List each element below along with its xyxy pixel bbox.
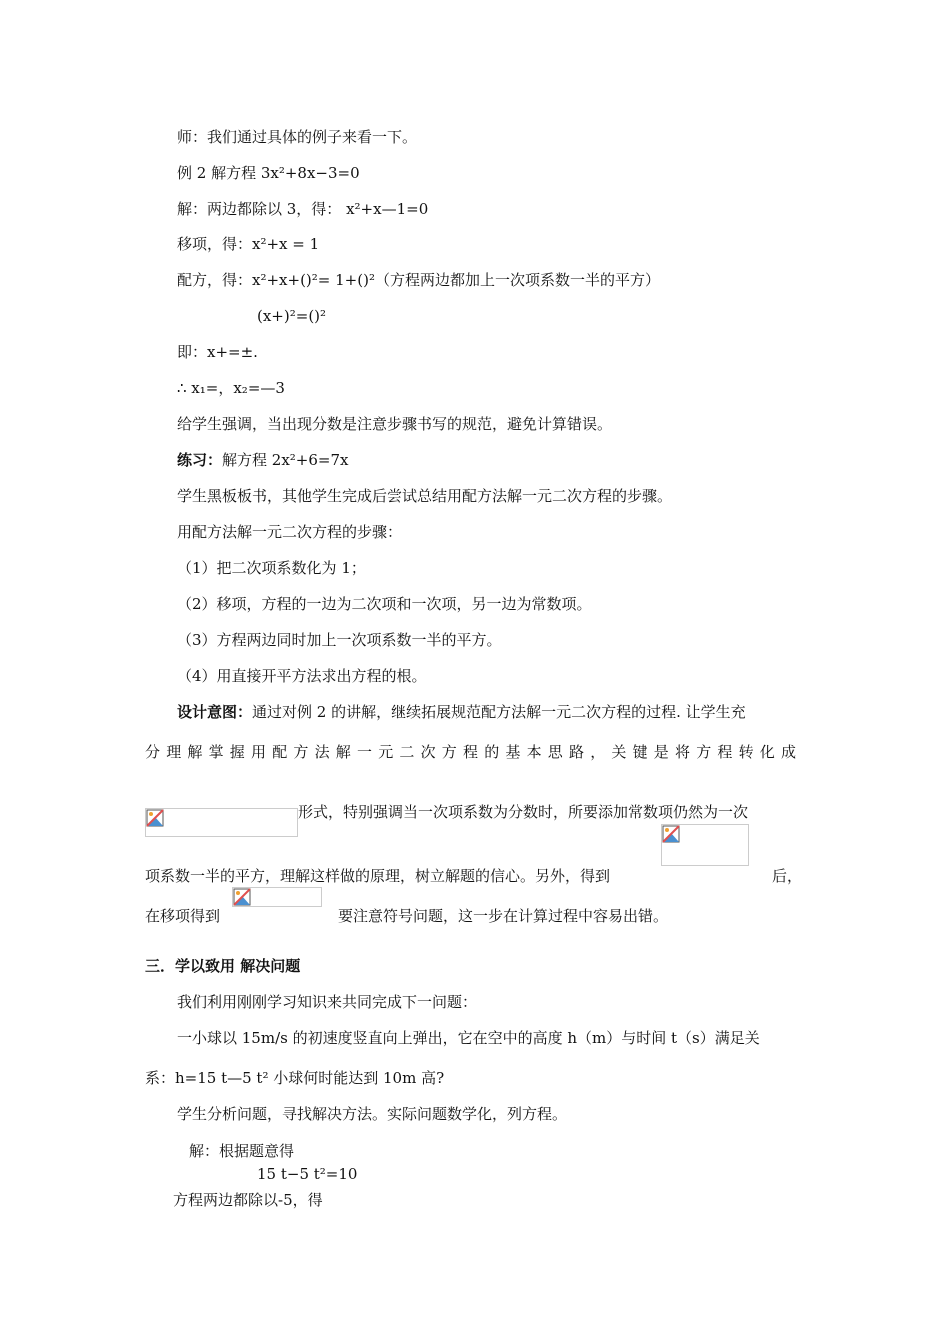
design-text: 项系数一半的平方，理解这样做的原理，树立解题的信心。另外，得到 [145, 867, 611, 885]
design-text: 要注意符号问题，这一步在计算过程中容易出错。 [338, 907, 669, 925]
problem-text: 系：h=15 t—5 t² 小球何时能达到 10m 高? [145, 1069, 445, 1087]
text-line: 我们利用刚刚学习知识来共同完成下一问题： [177, 993, 478, 1011]
step-item: （2）移项，方程的一边为二次项和一次项，另一边为常数项。 [177, 595, 592, 613]
solution-step: (x+)²=()² [257, 307, 327, 325]
design-label: 设计意图： [177, 703, 253, 721]
design-text: 分理解掌握用配方法解一元二次方程的基本思路，关键是将方程转化成 [145, 743, 803, 761]
practice-text: 解方程 2x²+6=7x [222, 451, 349, 469]
step-item: （3）方程两边同时加上一次项系数一半的平方。 [177, 631, 502, 649]
broken-image-icon [146, 809, 164, 827]
broken-image [145, 808, 298, 837]
solution-step: 配方，得：x²+x+()²= 1+()²（方程两边都加上一次项系数一半的平方） [177, 271, 660, 289]
practice-label: 练习： [177, 451, 223, 469]
solution-step: ∴ x₁=，x₂=—3 [177, 379, 285, 397]
broken-image [232, 887, 322, 907]
example-2: 例 2 解方程 3x²+8x−3=0 [177, 164, 360, 182]
design-text: 形式，特别强调当一次项系数为分数时，所要添加常数项仍然为一次 [298, 803, 749, 821]
text-line: 用配方法解一元二次方程的步骤： [177, 523, 403, 541]
text-line: 学生分析问题，寻找解决方法。实际问题数学化，列方程。 [177, 1105, 568, 1123]
design-intent [177, 702, 746, 722]
text-line: 学生黑板板书，其他学生完成后尝试总结用配方法解一元二次方程的步骤。 [177, 487, 673, 505]
step-item: （1）把二次项系数化为 1； [177, 559, 366, 577]
design-text: 在移项得到 [145, 907, 221, 925]
broken-image-icon [233, 888, 251, 906]
section-heading: 三．学以致用 解决问题 [145, 957, 301, 975]
solution-step: 解：根据题意得 [189, 1142, 295, 1160]
step-item: （4）用直接开平方法求出方程的根。 [177, 667, 427, 685]
design-text: 后， [772, 867, 803, 885]
solution-step: 即：x+=±. [177, 343, 258, 361]
solution-step: 解：两边都除以 3，得： x²+x—1=0 [177, 200, 429, 218]
solution-step: 移项，得：x²+x = 1 [177, 235, 320, 253]
broken-image [661, 824, 749, 866]
equation: 15 t−5 t²=10 [257, 1165, 358, 1183]
text-line: 师：我们通过具体的例子来看一下。 [177, 128, 418, 146]
design-text: 通过对例 2 的讲解，继续拓展规范配方法解一元二次方程的过程. 让学生充 [252, 703, 746, 721]
text-line: 给学生强调，当出现分数是注意步骤书写的规范，避免计算错误。 [177, 415, 613, 433]
solution-step: 方程两边都除以-5，得 [173, 1191, 323, 1209]
practice [177, 450, 348, 470]
problem-text: 一小球以 15m/s 的初速度竖直向上弹出，它在空中的高度 h（m）与时间 t（s）满足关 [177, 1029, 760, 1047]
broken-image-icon [662, 825, 680, 843]
